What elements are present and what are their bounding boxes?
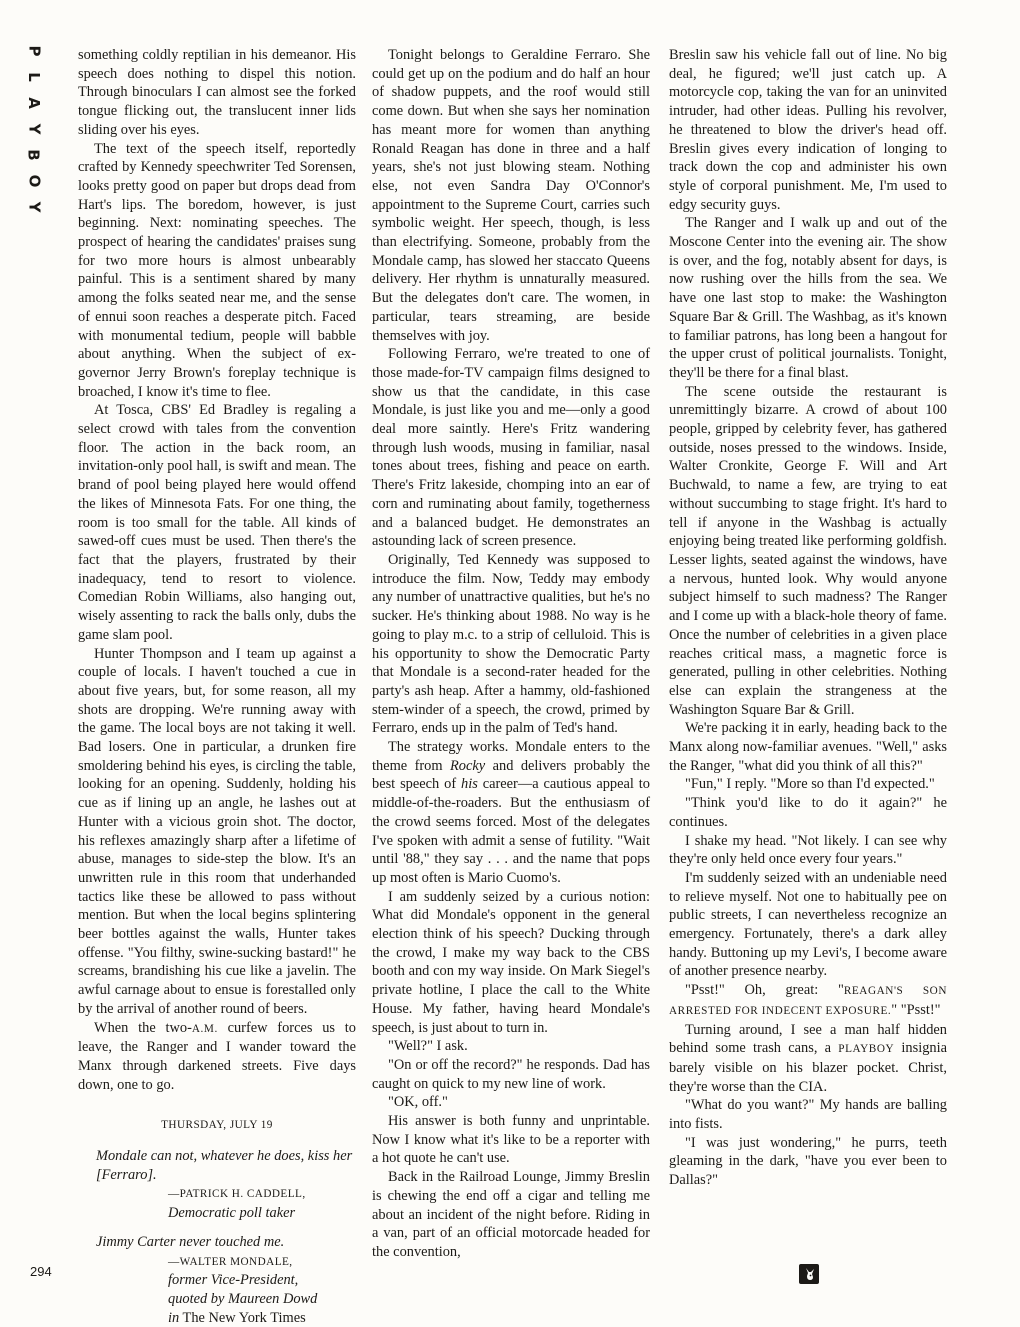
epigraph-attribution: —PATRICK H. CADDELL, Democratic poll taker (168, 1188, 306, 1222)
paragraph: Originally, Ted Kennedy was supposed to introduce the film. Now, Teddy may embody any number of unattractive qualities, but he's no sucker. He's thinking about 1988. No way is he going to play m.c. to a strip of celluloid. This is his opportunity to show the Democratic Party that Mondale is a second-rater headed for the party's ash heap. After a hammy, old-fashioned stem-winder of a speech, the crowd, primed by Ferraro, ends up in the palm of Ted's hand. (372, 551, 650, 737)
masthead-letter: Y (25, 201, 43, 213)
masthead-letter: L (25, 72, 43, 82)
dateline: THURSDAY, JULY 19 (161, 1119, 273, 1132)
paragraph: His answer is both funny and unprintable. Now I know what it's like to be a reporter with a hot quote he can't use. (372, 1113, 650, 1167)
paragraph: "What do you want?" My hands are balling into fists. (669, 1097, 947, 1133)
paragraph: The text of the speech itself, reportedly crafted by Kennedy speechwriter Ted Sorensen, looks pretty good on paper but drops dead from Hart's lips. The boredom, however, is just beginning. Next: nominating speeches. The prospect of hearing the candidates' praises sung for two more hours is almost unbearably painful. This is a sentiment shared by many among the folks seated near me, and the sense of ennui soon reaches a desperate pitch. Faced with monumental tedium, people will babble about anything. When the subject of ex-governor Jerry Brown's foreplay technique is broached, I know it's time to flee. (78, 140, 356, 400)
masthead-letter: O (24, 174, 43, 188)
paragraph: At Tosca, CBS' Ed Bradley is regaling a select crowd with tales from the convention floor. The action in the back room, an invitation-only pool hall, is swift and mean. The brand of pool being played here would offend the likes of Minnesota Fats. For one thing, the room is too small for the table. All kinds of sawed-off cues must be used. Then there's the fact that the players, frustrated by their inadequacy, tend to resort to violence. Comedian Robin Williams, also hanging out, wisely assenting to rack the balls only, dubs the game slam pool. (78, 402, 356, 643)
paragraph: "OK, off." (388, 1094, 448, 1111)
paragraph: I am suddenly seized by a curious notion: What did Mondale's opponent in the general election think of his speech? Ducking through the crowd, I make my way back to the CBS booth and con my way inside. On Mark Siegel's private hotline, I place the call to the White House. My father, having heard Mondale's speech, is just about to turn in. (372, 888, 650, 1036)
paragraph: "I was just wondering," he purrs, teeth gleaming in the dark, "have you ever been to Dallas?" (669, 1134, 947, 1189)
paragraph: I shake my head. "Not likely. I can see why they're only held once every four years." (669, 832, 947, 868)
paragraph: The Ranger and I walk up and out of the Moscone Center into the evening air. The show is over, and the fog, notably absent for days, is now rushing over the hills from the sea. We have one last stop to make: the Washington Square Bar & Grill. The Washbag, as it's known to familiar patrons, has long been a hangout for the upper crust of political journalists. Tonight, they'll be there for a final blast. (669, 215, 947, 381)
article-column-2 (372, 46, 650, 1262)
epigraph-attribution: —WALTER MONDALE, former Vice-President, quoted by Maureen Dowd in The New York Times (168, 1255, 318, 1326)
paragraph: "Well?" I ask. (388, 1038, 468, 1055)
rabbit-head-icon (799, 1264, 819, 1284)
epigraph-quote: Mondale can not, whatever he does, kiss her [Ferraro]. (96, 1148, 353, 1183)
paragraph: "On or off the record?" he responds. Dad has caught on quick to my new line of work. (372, 1056, 650, 1092)
paragraph: something coldly reptilian in his demeanor. His speech does nothing to dispel this notion. Through binoculars I can almost see the forked tongue flicking out, the translucent inner lids sliding over his eyes. (78, 47, 356, 138)
paragraph: Turning around, I see a man half hidden behind some trash cans, a PLAYBOY insignia barely visible on his blazer pocket. Christ, they're worse than the CIA. (669, 1021, 947, 1095)
paragraph: Tonight belongs to Geraldine Ferraro. She could get up on the podium and do half an hour of shadow puppets, and the roof would still come down. But when she says her nomination has meant more for women than anything Ronald Reagan has done in three and a half years, she's not just blowing steam. Nothing else, not even Sandra Day O'Connor's appointment to the Supreme Court, carries such symbolic weight. Her speech, though, is less than electrifying. Someone, probably from the Mondale camp, has slowed her staccato Queens delivery. Her rhythm is unnaturally measured. But the delegates don't care. The women, in particular, tears streaming, are beside themselves with joy. (372, 47, 650, 344)
masthead-letter: Y (25, 123, 43, 135)
paragraph: When the two-A.M. curfew forces us to leave, the Ranger and I wander toward the Manx through darkened streets. Five days down, one to go. (78, 1019, 357, 1093)
paragraph: We're packing it in early, heading back to the Manx along now-familiar avenues. "Well," asks the Ranger, "what did you think of all this?" (669, 720, 947, 774)
paragraph: "Think you'd like to do it again?" he continues. (669, 795, 947, 830)
paragraph: Breslin saw his vehicle fall out of line. No big deal, he figured; we'll just catch up. A motorcycle cop, taking the van for an uninvited intruder, had other ideas. Pulling his revolver, he threatened to blow the driver's head off. Breslin gives every indication of longing to track down the cop and administer his own style of corporal punishment. Me, I'm used to edgy security guys. (669, 47, 947, 213)
playboy-masthead (22, 38, 46, 220)
paragraph: Back in the Railroad Lounge, Jimmy Breslin is chewing the end off a cigar and telling me about an incident of the night before. Riding in a van, part of an official motorcade headed for the convention, (372, 1169, 650, 1260)
epigraph-quote: Jimmy Carter never touched me. (96, 1233, 285, 1250)
paragraph: "Fun," I reply. "More so than I'd expected." (685, 776, 935, 793)
paragraph: Hunter Thompson and I team up against a couple of locals. I haven't touched a cue in about five years, but, for some reason, all my shots are dropping. We're running away with the game. The local boys are not taking it well. Bad losers. One in particular, a drunken fire smoldering behind his eyes, is circling the table, looking for an opening. Suddenly, holding his cue as if lining up an angle, he lashes out at Hunter with a vicious groin shot. The doctor, his reflexes amazingly sharp after a lifetime of abuse, manages to side-step the blow. It's an unwritten rule in this room that underhanded tactics like these be allowed to pass without mention. But when the local begins splintering beer bottles against the walls, Hunter takes offense. "You filthy, swine-sucking bastard!" he screams, brandishing his cue like a javelin. The awful carnage about to ensue is forestalled only by the arrival of another round of beers. (78, 645, 356, 1017)
masthead-letter: B (25, 149, 43, 161)
article-column-3 (669, 46, 947, 1190)
paragraph: The strategy works. Mondale enters to the theme from Rocky and delivers probably the best speech of his career—a cautious appeal to middle-of-the-roaders. But the enthusiasm of the crowd seems forced. Most of the delegates I've spoken with admit a sense of futility. "Wait until '88," they say . . . and the name that pops up most often is Mario Cuomo's. (372, 739, 650, 886)
paragraph: Following Ferraro, we're treated to one of those made-for-TV campaign films designed to show us that the candidate, in this case Mondale, is just like you and me—only a good deal more saintly. Here's Fritz wandering through lush woods, musing in familiar, nasal tones about trees, fishing and peace on earth. There's Fritz lakeside, chomping into an ear of corn and ruminating about family, togetherness and a balanced budget. He demonstrates an astounding lack of screen presence. (372, 346, 650, 550)
article-column-1 (78, 46, 356, 1327)
masthead-letter: P (25, 45, 43, 57)
masthead-letter: A (24, 97, 43, 109)
paragraph: The scene outside the restaurant is unremittingly bizarre. A crowd of about 100 people, gripped by celebrity fever, has gathered outside, noses pressed to the windows. Inside, Walter Cronkite, George F. Will and Art Buchwald, to name a few, are trying to eat without succumbing to stage fright. It's hard to tell if anyone in the Washbag is actually enjoying being treated like performing goldfish. Lesser lights, seated against the windows, have a nervous, hunted look. Why would anyone subject himself to such madness? The Ranger and I come up with a black-hole theory of fame. Once the number of celebrities in a given place reaches critical mass, a magnetic force is generated, pulling in other celebrities. Nothing else can explain the strangeness at the Washington Square Bar & Grill. (669, 383, 947, 718)
paragraph: "Psst!" Oh, great: "REAGAN'S SON ARRESTED FOR INDECENT EXPOSURE." "Psst!" (669, 982, 947, 1018)
page-number: 294 (30, 1264, 52, 1279)
paragraph: I'm suddenly seized with an undeniable need to relieve myself. Not one to habitually pee on public streets, I can nevertheless recognize an emergency. Fortunately, there's a dark alley handy. Buttoning up my Levi's, I become aware of another presence nearby. (669, 869, 947, 980)
